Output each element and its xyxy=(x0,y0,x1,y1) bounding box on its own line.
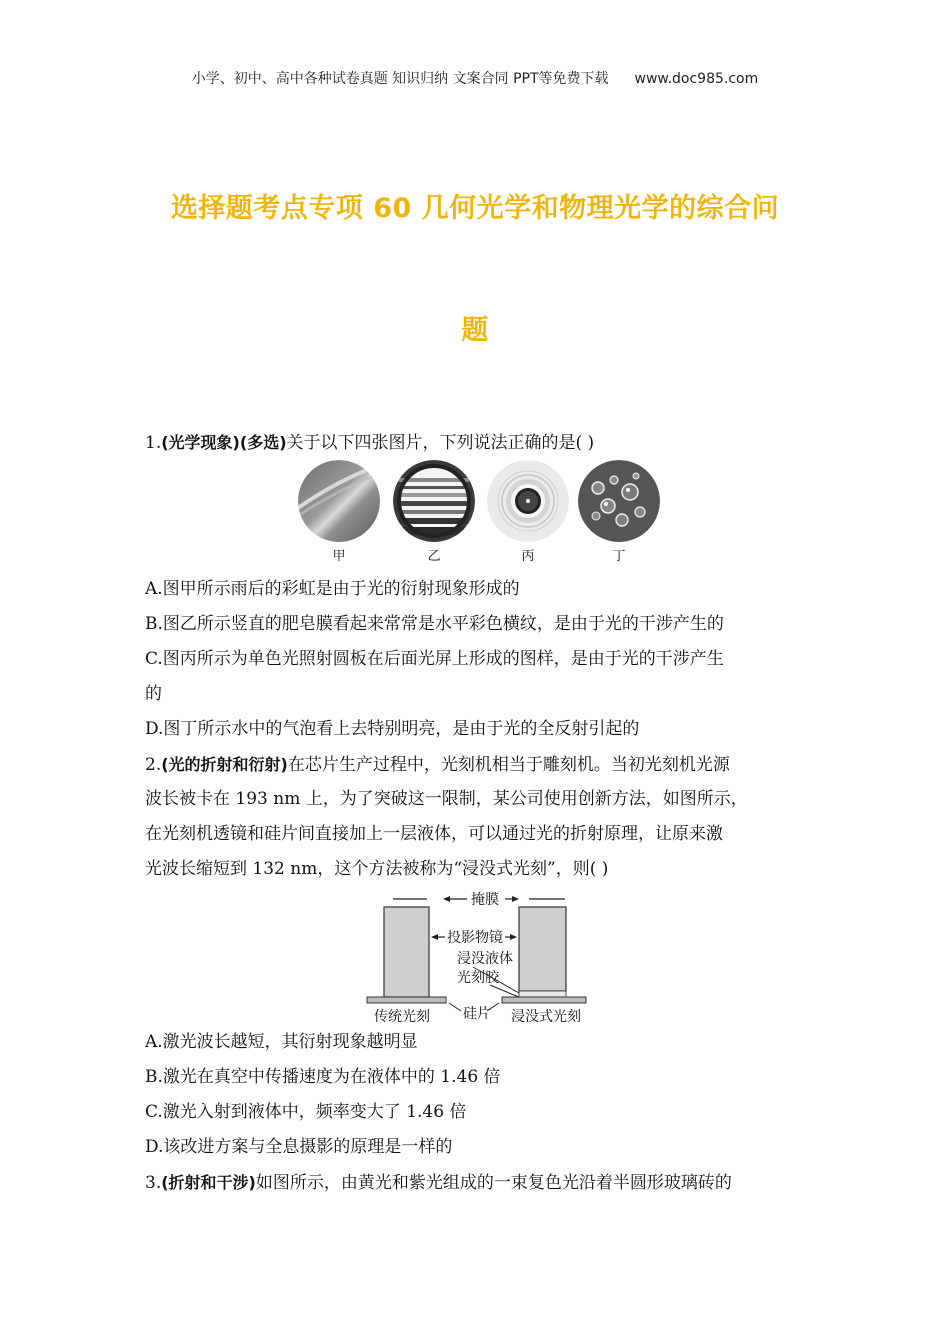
q2-option-c: C.激光入射到液体中，频率变大了 1.46 倍 xyxy=(145,1102,467,1122)
immersion-liquid xyxy=(519,991,566,997)
figure-rainbow-image xyxy=(298,460,380,542)
page-title-line2: 题 xyxy=(461,315,489,346)
q1-option-b: B.图乙所示竖直的肥皂膜看起来常常是水平彩色横纹，是由于光的干涉产生的 xyxy=(145,614,724,634)
q3-tag-topic: (折射和干涉) xyxy=(161,1173,256,1192)
lens-left xyxy=(384,907,429,997)
q2-tag-topic: (光的折射和衍射) xyxy=(161,755,288,774)
q2-option-d: D.该改进方案与全息摄影的原理是一样的 xyxy=(145,1137,453,1157)
figure-label-yi: 乙 xyxy=(427,549,441,564)
figure-poisson-spot-image xyxy=(487,460,569,542)
figure-label-bing: 丙 xyxy=(521,549,535,564)
q2-figure-lithography xyxy=(145,887,813,1025)
wafer-right xyxy=(502,997,586,1003)
figure-label-jia: 甲 xyxy=(332,549,346,564)
header-text: 小学、初中、高中各种试卷真题 知识归纳 文案合同 PPT等免费下载 xyxy=(191,71,609,87)
figure-label-ding: 丁 xyxy=(612,549,626,564)
q1-number: 1. xyxy=(145,433,162,453)
page-header xyxy=(0,68,950,88)
label-immersion-liquid: 浸没液体 xyxy=(457,951,513,967)
q1-option-c-cont: 的 xyxy=(145,684,162,704)
q3-number: 3. xyxy=(145,1173,162,1193)
label-immersion-lithography: 浸没式光刻 xyxy=(511,1009,581,1025)
q1-tag-multi: (多选) xyxy=(239,433,287,452)
q1-option-d: D.图丁所示水中的气泡看上去特别明亮，是由于光的全反射引起的 xyxy=(145,719,640,739)
lens-right xyxy=(519,907,566,991)
q2-stem-text: 在芯片生产过程中，光刻机相当于雕刻机。当初光刻机光源 xyxy=(287,755,730,775)
header-url[interactable]: www.doc985.com xyxy=(634,71,759,87)
q1-option-c: C.图丙所示为单色光照射圆板在后面光屏上形成的图样，是由于光的干涉产生 xyxy=(145,649,724,669)
q1-option-a: A.图甲所示雨后的彩虹是由于光的衍射现象形成的 xyxy=(145,579,520,599)
label-traditional-lithography: 传统光刻 xyxy=(374,1009,430,1025)
q2-option-b: B.激光在真空中传播速度为在液体中的 1.46 倍 xyxy=(145,1067,501,1087)
page-title-line1: 选择题考点专项 60 几何光学和物理光学的综合问 xyxy=(170,193,780,224)
q2-stem-line3: 在光刻机透镜和硅片间直接加上一层液体，可以通过光的折射原理，让原来激 xyxy=(145,824,723,844)
q2-stem-line2: 波长被卡在 193 nm 上，为了突破这一限制，某公司使用创新方法，如图所示， xyxy=(145,789,748,809)
figure-soap-film-image xyxy=(393,460,475,542)
q1-figure xyxy=(145,460,813,572)
figure-bubbles-image xyxy=(578,460,660,542)
document-body xyxy=(145,425,813,1200)
label-wafer: 硅片 xyxy=(463,1006,491,1022)
q2-option-a: A.激光波长越短，其衍射现象越明显 xyxy=(145,1032,418,1052)
q2-stem-line4: 光波长缩短到 132 nm，这个方法被称为“浸没式光刻”，则( ) xyxy=(145,859,609,879)
q1-tag-topic: (光学现象) xyxy=(161,433,240,452)
q3-stem-text: 如图所示，由黄光和紫光组成的一束复色光沿着半圆形玻璃砖的 xyxy=(255,1173,732,1193)
label-projection-lens: 投影物镜 xyxy=(447,930,503,946)
wafer-left xyxy=(367,997,446,1003)
label-photoresist: 光刻胶 xyxy=(457,970,499,986)
q3-stem-line1 xyxy=(145,1165,813,1200)
q2-stem-line1 xyxy=(145,747,813,782)
label-mask: 掩膜 xyxy=(471,892,499,908)
q1-stem-text: 关于以下四张图片，下列说法正确的是( ) xyxy=(286,433,595,453)
q2-number: 2. xyxy=(145,755,162,775)
q1-stem xyxy=(145,425,813,460)
